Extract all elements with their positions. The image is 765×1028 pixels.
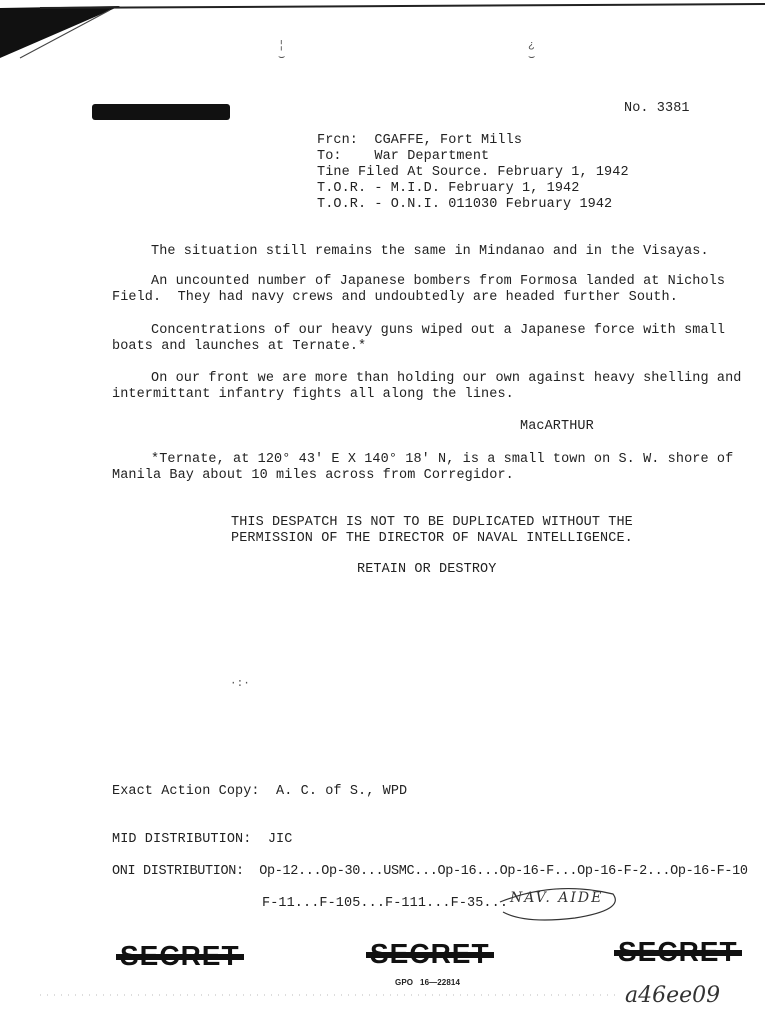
oni-distribution-line-2: F-11...F-105...F-111...F-35... — [262, 896, 509, 911]
header-tor-mid: T.O.R. - M.I.D. February 1, 1942 — [317, 181, 580, 196]
print-code: GPO 16—22814 — [395, 978, 460, 987]
header-from: Frcn: CGAFFE, Fort Mills — [317, 133, 523, 148]
signature: MacARTHUR — [520, 419, 594, 434]
handwritten-code: a46ee09 — [625, 983, 721, 1008]
punch-mark-left: ¦ ⌣ — [278, 40, 286, 64]
paragraph-1: The situation still remains the same in Mindanao and in the Visayas. — [151, 244, 709, 259]
punch-mark-right: ¿ ⌣ — [528, 40, 536, 64]
notice-line-2: PERMISSION OF THE DIRECTOR OF NAVAL INTELLIGENCE. — [231, 531, 633, 546]
notice-line-1: THIS DESPATCH IS NOT TO BE DUPLICATED WITHOUT THE — [231, 515, 633, 530]
header-time-filed: Tine Filed At Source. February 1, 1942 — [317, 165, 629, 180]
secret-stamp-center — [370, 938, 490, 970]
footnote-line-1: *Ternate, at 120° 43' E X 140° 18' N, is a small town on S. W. shore of — [151, 452, 734, 467]
paragraph-2-line-2: Field. They had navy crews and undoubtedly are headed further South. — [112, 290, 678, 305]
header-to: To: War Department — [317, 149, 490, 164]
secret-stamp-left — [120, 940, 240, 972]
retain-or-destroy: RETAIN OR DESTROY — [357, 562, 497, 577]
paragraph-2-line-1: An uncounted number of Japanese bombers from Formosa landed at Nichols — [151, 274, 726, 289]
handwritten-nav-aide: NAV. AIDE — [510, 890, 604, 906]
bottom-scan-dots — [0, 990, 765, 1000]
paragraph-4-line-2: intermittant infantry fights all along the lines. — [112, 387, 514, 402]
mid-distribution: MID DISTRIBUTION: JIC — [112, 832, 293, 847]
redaction-bar — [92, 104, 230, 120]
oni-distribution-line-1: ONI DISTRIBUTION: Op-12...Op-30...USMC...Op-16...Op-16-F...Op-16-F-2...Op-16-F-10 — [112, 864, 748, 879]
nav-aide-underline — [495, 880, 625, 930]
paragraph-3-line-1: Concentrations of our heavy guns wiped out a Japanese force with small — [151, 323, 726, 338]
action-copy: Exact Action Copy: A. C. of S., WPD — [112, 784, 408, 799]
document-number: No. 3381 — [624, 101, 690, 116]
footnote-line-2: Manila Bay about 10 miles across from Corregidor. — [112, 468, 514, 483]
paragraph-4-line-1: On our front we are more than holding our own against heavy shelling and — [151, 371, 742, 386]
secret-stamp-right — [618, 936, 738, 968]
paragraph-3-line-2: boats and launches at Ternate.* — [112, 339, 367, 354]
scan-speck: ·:· — [230, 678, 250, 690]
scan-corner-artifact — [0, 0, 765, 70]
header-tor-oni: T.O.R. - O.N.I. 011030 February 1942 — [317, 197, 613, 212]
